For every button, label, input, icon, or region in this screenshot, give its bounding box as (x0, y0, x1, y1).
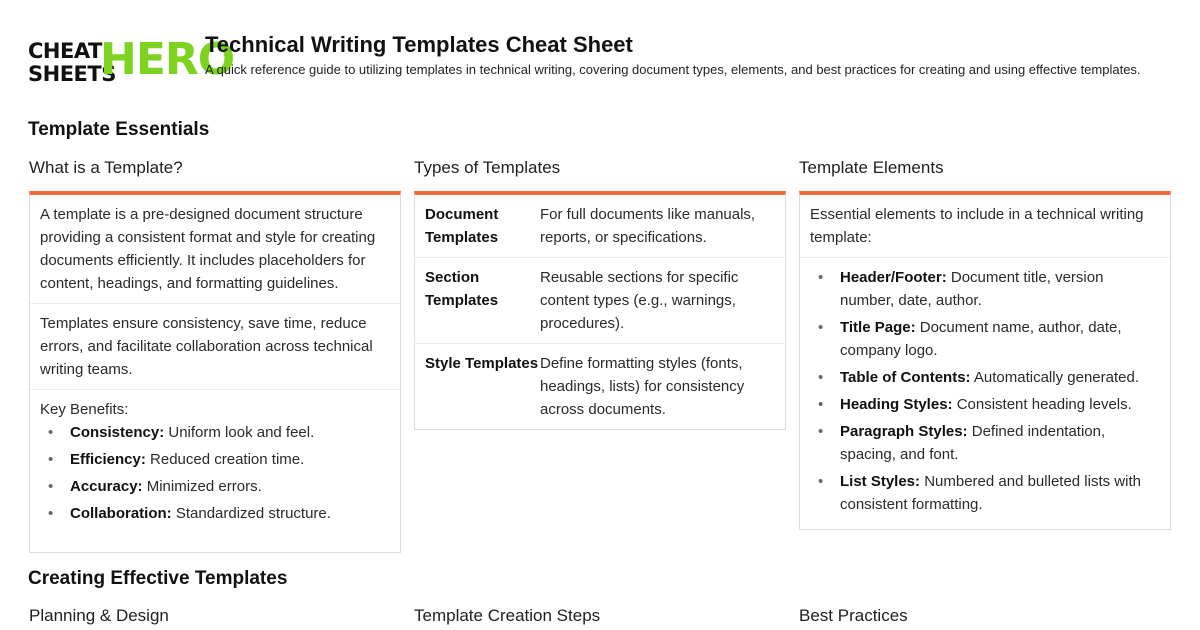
table-row: Document Templates For full documents like manuals, reports, or specifications. (415, 195, 785, 258)
list-item: • Heading Styles: Consistent heading levels. (840, 393, 1160, 416)
list-item: • Title Page: Document name, author, date, company logo. (840, 316, 1160, 362)
planning-design-title: Planning & Design (29, 606, 169, 625)
list-item: • Table of Contents: Automatically generated. (840, 366, 1160, 389)
section-title-creating: Creating Effective Templates (28, 568, 288, 589)
types-card (414, 191, 786, 430)
elements-card (799, 191, 1171, 530)
logo-hero: HERO (100, 34, 235, 85)
what-is-title: What is a Template? (29, 158, 183, 177)
table-row: Style Templates Define formatting styles (fonts, headings, lists) for consistency across documents. (425, 355, 745, 418)
list-item: • Header/Footer: Document title, version number, date, author. (840, 266, 1160, 312)
elements-list (800, 258, 1170, 528)
logo[interactable] (28, 34, 235, 88)
list-item: • Efficiency: Reduced creation time. (70, 448, 390, 471)
page-subtitle: A quick reference guide to utilizing templates in technical writing, covering document types, elements, and best practices for creating and using effective templates. (205, 62, 1141, 77)
creation-steps-title: Template Creation Steps (414, 606, 601, 625)
list-item: • Consistency: Uniform look and feel. (70, 421, 390, 444)
what-is-paragraph-2: Templates ensure consistency, save time, reduce errors, and facilitate collaboration across technical writing teams. (30, 304, 400, 390)
list-item: • Accuracy: Minimized errors. (70, 475, 390, 498)
list-item: • Collaboration: Standardized structure. (70, 502, 390, 525)
what-is-paragraph-1: A template is a pre-designed document structure providing a consistent format and style for creating documents efficiently. It includes placeholders for content, headings, and formatting guidelines. (30, 195, 400, 304)
key-benefits-label: Key Benefits: (40, 401, 129, 418)
best-practices-title: Best Practices (799, 606, 908, 625)
table-row: Section Templates Reusable sections for specific content types (e.g., warnings, procedures). (415, 258, 785, 344)
list-item: • List Styles: Numbered and bulleted lists with consistent formatting. (840, 470, 1160, 516)
elements-intro: Essential elements to include in a technical writing template: (800, 195, 1170, 258)
section-title-essentials: Template Essentials (28, 119, 210, 140)
elements-title: Template Elements (799, 158, 944, 177)
page-title: Technical Writing Templates Cheat Sheet (205, 32, 633, 57)
logo-cheat: CHEAT (28, 39, 102, 63)
what-is-card (29, 191, 401, 553)
types-title: Types of Templates (414, 158, 561, 177)
key-benefits (30, 390, 400, 537)
logo-sheets: SHEETS (28, 62, 116, 86)
list-item: • Paragraph Styles: Defined indentation, spacing, and font. (840, 420, 1160, 466)
